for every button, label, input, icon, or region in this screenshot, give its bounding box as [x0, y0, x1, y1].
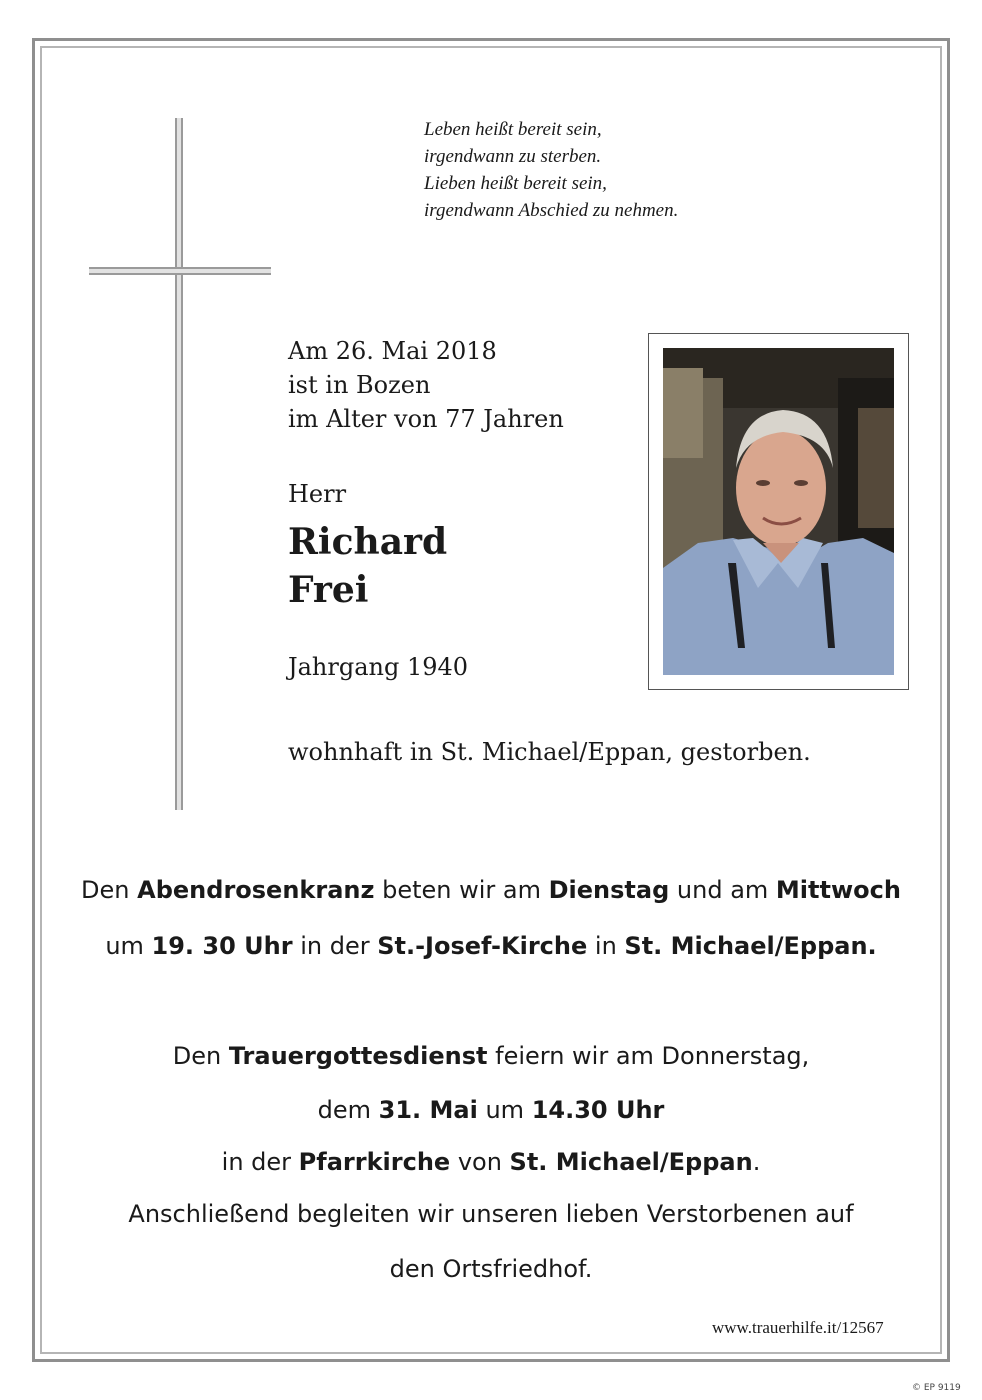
funeral-line-5: den Ortsfriedhof. — [389, 1255, 593, 1283]
birth-year: Jahrgang 1940 — [288, 653, 469, 681]
rosary-text: in der — [292, 932, 378, 960]
funeral-text: von — [450, 1148, 510, 1176]
poem-line: irgendwann Abschied zu nehmen. — [424, 200, 679, 221]
last-name: Frei — [288, 569, 369, 611]
cross-vertical-bar — [175, 118, 183, 810]
rosary-time: 19. 30 Uhr — [151, 932, 293, 960]
rosary-text: Den — [81, 876, 138, 904]
funeral-text: um — [477, 1096, 532, 1124]
poem-line: irgendwann zu sterben. — [424, 146, 602, 167]
death-age: im Alter von 77 Jahren — [288, 405, 564, 433]
death-date: Am 26. Mai 2018 — [288, 337, 497, 365]
funeral-text: feiern wir am Donnerstag, — [487, 1042, 810, 1070]
rosary-text: beten wir am — [374, 876, 549, 904]
rosary-text: um — [105, 932, 152, 960]
cross-horizontal-bar — [89, 267, 271, 275]
funeral-text: . — [752, 1148, 761, 1176]
source-url[interactable]: www.trauerhilfe.it/12567 — [712, 1318, 884, 1337]
funeral-time: 14.30 Uhr — [531, 1096, 665, 1124]
rosary-place: St. Michael/Eppan. — [624, 932, 877, 960]
first-name: Richard — [288, 521, 448, 563]
death-info — [288, 334, 564, 436]
funeral-line-2 — [41, 1093, 941, 1127]
funeral-line-3 — [41, 1145, 941, 1179]
portrait-photo — [663, 348, 894, 675]
rosary-day: Dienstag — [548, 876, 670, 904]
funeral-place: St. Michael/Eppan — [509, 1148, 753, 1176]
funeral-text: dem — [317, 1096, 379, 1124]
death-place: ist in Bozen — [288, 371, 431, 399]
honorific: Herr — [288, 480, 347, 508]
funeral-line-1 — [41, 1039, 941, 1073]
portrait-frame — [648, 333, 909, 690]
rosary-text: in — [587, 932, 625, 960]
rosary-line-1 — [41, 873, 941, 907]
funeral-line-4: Anschließend begleiten wir unseren lieben Verstorbenen auf — [128, 1200, 854, 1228]
portrait-image — [663, 348, 894, 675]
rosary-text: und am — [669, 876, 776, 904]
funeral-text: Den — [172, 1042, 229, 1070]
poem — [424, 116, 678, 224]
poem-line: Lieben heißt bereit sein, — [424, 173, 607, 194]
rosary-church: St.-Josef-Kirche — [377, 932, 588, 960]
rosary-event: Abendrosenkranz — [137, 876, 375, 904]
funeral-church: Pfarrkirche — [298, 1148, 451, 1176]
rosary-day: Mittwoch — [775, 876, 901, 904]
print-code: © EP 9119 — [912, 1383, 961, 1393]
funeral-date: 31. Mai — [378, 1096, 478, 1124]
deceased-name — [288, 518, 447, 614]
rosary-line-2 — [41, 929, 941, 963]
funeral-service: Trauergottesdienst — [228, 1042, 488, 1070]
poem-line: Leben heißt bereit sein, — [424, 119, 602, 140]
residence: wohnhaft in St. Michael/Eppan, gestorben. — [288, 738, 811, 766]
funeral-text: in der — [221, 1148, 299, 1176]
